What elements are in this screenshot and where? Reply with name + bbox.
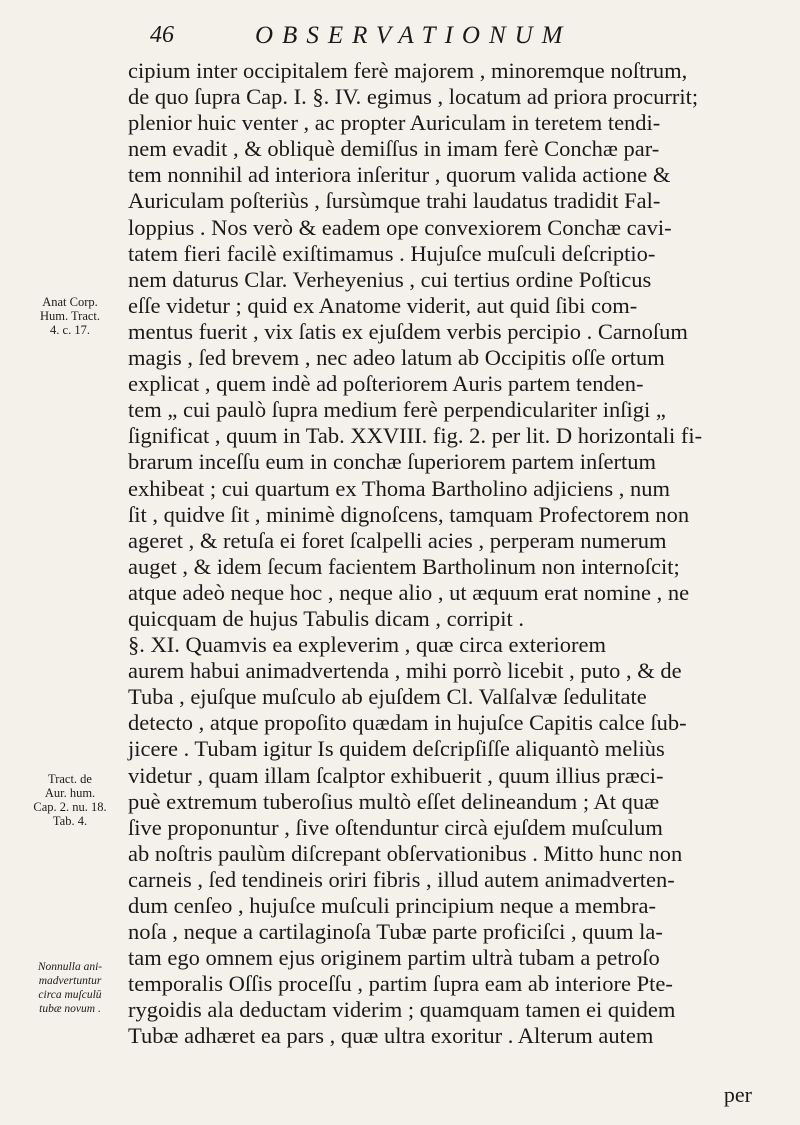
text-line: §. XI. Quamvis ea expleverim , quæ circa exteriorem (128, 632, 606, 658)
text-line: carneis , ſed tendineis oriri fibris , illud autem animadverten- (128, 866, 675, 892)
margin-note-line: Aur. hum. (44, 786, 96, 800)
text-line: tem nonnihil ad interiora inſeritur , quorum valida actione & (128, 162, 671, 188)
text-line: tam ego omnem ejus originem partim ultrà tubam a petroſo (128, 945, 660, 971)
text-line: magis , ſed brevem , nec adeo latum ab Occipitis oſſe ortum (128, 345, 665, 371)
body-text (128, 58, 792, 1050)
text-line: nem evadit , & obliquè demiſſus in imam ferè Conchæ par- (128, 136, 660, 162)
text-line: mentus fuerit , vix ſatis ex ejuſdem verbis percipio . Carnoſum (128, 318, 688, 344)
margin-note-nonnulla (14, 960, 126, 1016)
margin-note-anat (14, 295, 126, 337)
text-line: ſit , quidve ſit , minimè dignoſcens, tamquam Profectorem non (128, 501, 690, 527)
text-line: ſignificat , quum in Tab. XXVIII. fig. 2. per lit. D horizontali fi- (128, 423, 703, 449)
text-line: videtur , quam illam ſcalptor exhibuerit , quum illius præci- (128, 762, 664, 788)
page-number: 46 (150, 22, 174, 48)
margin-note-line: Anat Corp. (42, 295, 98, 309)
text-line: cipium inter occipitalem ferè majorem , minoremque noſtrum, (128, 58, 688, 83)
margin-note-line: Tab. 4. (52, 814, 88, 828)
text-line: tatem fieri facilè exiſtimamus . Hujuſce muſculi deſcriptio- (128, 240, 656, 266)
text-line: explicat , quem indè ad poſteriorem Auris partem tenden- (128, 371, 644, 397)
margin-note-line: Tract. de (48, 772, 92, 786)
text-line: de quo ſupra Cap. I. §. IV. egimus , locatum ad priora procurrit; (128, 84, 699, 110)
text-line: auget , & idem ſecum facientem Bartholinum non internoſcit; (128, 553, 680, 579)
text-line: ab noſtris paulùm diſcrepant obſervationibus . Mitto hunc non (128, 840, 683, 866)
text-line: rygoidis ala deductam viderim ; quamquam tamen ei quidem (128, 997, 676, 1023)
text-line: quicquam de hujus Tabulis dicam , corripit . (128, 605, 525, 631)
margin-note-line: madvertuntur (38, 975, 102, 987)
margin-note-line: Cap. 2. nu. 18. (33, 800, 107, 814)
text-line: detecto , atque propoſito quædam in hujuſce Capitis calce ſub- (128, 710, 687, 736)
text-line: temporalis Oſſis proceſſu , partim ſupra eam ab interiore Pte- (128, 971, 673, 997)
text-line: puè extremum tuberoſius multò eſſet delineandum ; At quæ (128, 788, 660, 814)
margin-note-line: Nonnulla ani- (37, 961, 103, 973)
margin-note-tract (14, 772, 126, 828)
text-line: brarum inceſſu eum in conchæ ſuperiorem partem inſertum (128, 449, 656, 475)
margin-note-line: circa muſculū (38, 989, 102, 1001)
text-line: Tuba , ejuſque muſculo ab ejuſdem Cl. Valſalvæ ſedulitate (128, 684, 647, 710)
text-line: exhibeat ; cui quartum ex Thoma Bartholino adjiciens , num (128, 475, 670, 501)
text-line: atque adeò neque hoc , neque alio , ut æquum erat nomine , ne (128, 579, 690, 605)
catchword: per (723, 1082, 752, 1107)
text-line: plenior huic venter , ac propter Auriculam in teretem tendi- (128, 110, 661, 136)
margin-note-line: tubæ novum . (39, 1003, 101, 1015)
text-line: tem „ cui paulò ſupra medium ferè perpendiculariter inſigi „ (128, 397, 666, 423)
text-line: Tubæ adhæret ea pars , quæ ultra exoritur . Alterum autem (128, 1023, 654, 1049)
running-title: OBSERVATIONUM (255, 22, 572, 49)
page-header (150, 22, 790, 56)
margin-note-line: 4. c. 17. (50, 323, 90, 337)
text-line: aurem habui animadvertenda , mihi porrò licebit , puto , & de (128, 658, 682, 684)
text-line: dum cenſeo , hujuſce muſculi principium neque a membra- (128, 893, 656, 918)
text-line: nem daturus Clar. Verheyenius , cui tertius ordine Poſticus (128, 266, 652, 292)
text-line: ſive proponuntur , ſive oſtenduntur circà ejuſdem muſculum (128, 814, 663, 840)
text-line: jicere . Tubam igitur Is quidem deſcripſiſſe aliquantò meliùs (128, 736, 665, 762)
margin-note-line: Hum. Tract. (39, 309, 101, 323)
text-line: loppius . Nos verò & eadem ope convexiorem Conchæ cavi- (128, 214, 672, 240)
text-line: noſa , neque a cartilaginoſa Tubæ parte proficiſci , quum la- (128, 919, 663, 945)
text-line: ageret , & retuſa ei foret ſcalpelli acies , perperam numerum (128, 527, 667, 553)
text-line: eſſe videtur ; quid ex Anatome viderit, aut quid ſibi com- (128, 292, 638, 318)
text-line: Auriculam poſteriùs , ſursùmque trahi laudatus tradidit Fal- (128, 188, 661, 214)
